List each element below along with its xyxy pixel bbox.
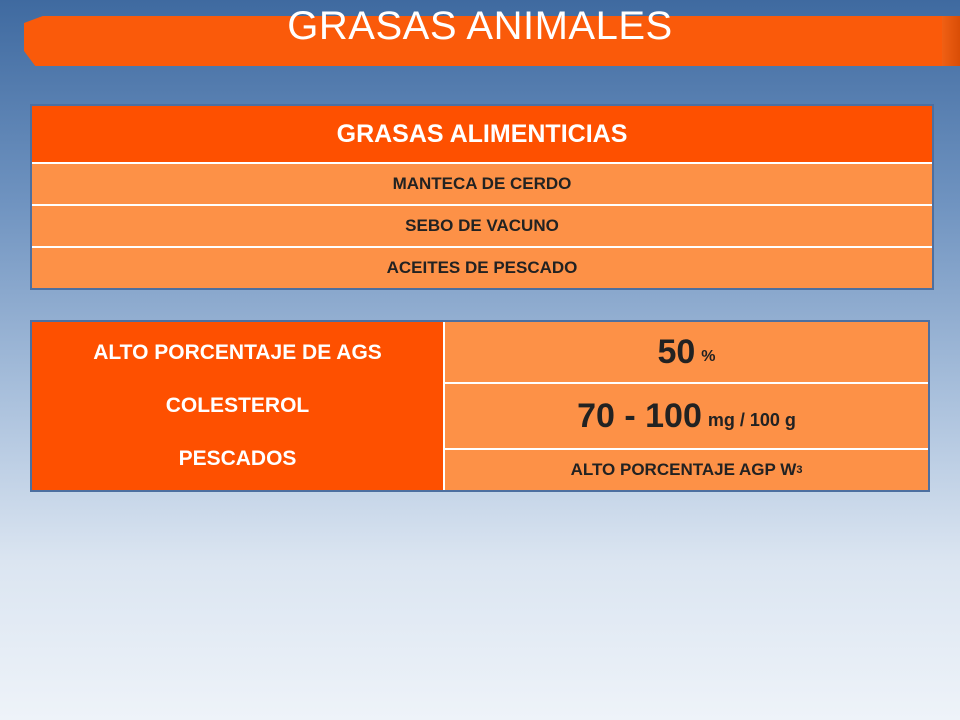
label-colesterol: COLESTEROL	[165, 393, 310, 417]
ags-unit: %	[701, 348, 716, 365]
value-pescados	[445, 448, 928, 490]
table-row: SEBO DE VACUNO	[32, 204, 932, 246]
pescados-subscript: 3	[796, 464, 803, 476]
properties-values	[443, 322, 928, 490]
colesterol-value: 70 - 100	[577, 396, 702, 435]
properties-labels	[32, 322, 443, 490]
label-ags: ALTO PORCENTAJE DE AGS	[93, 340, 382, 364]
value-ags	[445, 322, 928, 382]
value-colesterol	[445, 382, 928, 448]
page-title: GRASAS ANIMALES	[287, 4, 673, 48]
table-row: MANTECA DE CERDO	[32, 162, 932, 204]
label-pescados: PESCADOS	[178, 447, 297, 471]
fats-table-header: GRASAS ALIMENTICIAS	[32, 106, 932, 162]
properties-table	[30, 320, 930, 492]
pescados-text: ALTO PORCENTAJE AGP W	[570, 460, 797, 479]
ags-value: 50	[657, 332, 696, 371]
table-row: ACEITES DE PESCADO	[32, 246, 932, 288]
fats-table	[30, 104, 934, 290]
colesterol-unit: mg / 100 g	[707, 409, 796, 430]
